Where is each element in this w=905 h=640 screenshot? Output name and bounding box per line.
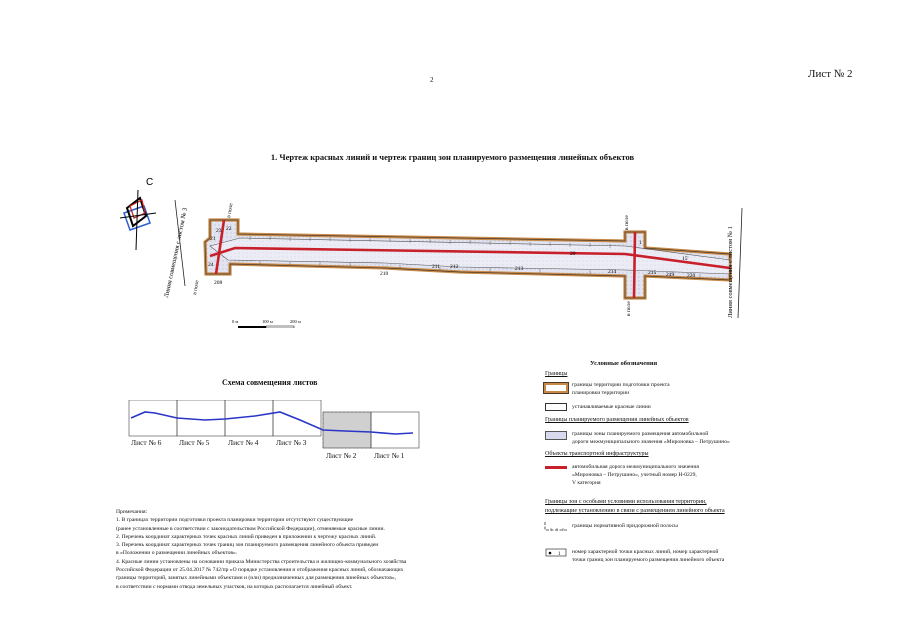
north-label: С xyxy=(146,177,154,188)
point-number: 210 xyxy=(380,271,389,277)
sheet-label: Лист № 1 xyxy=(374,451,405,460)
note-line: 4. Красные линии установлены на основании приказа Министерства строительства и жилищно-коммунального хозяйства xyxy=(116,558,407,565)
right-match-line xyxy=(738,208,742,318)
point-sample-number: 1 xyxy=(558,552,561,557)
legend-red-lines-text: устанавливаемые красные линии xyxy=(572,404,651,410)
point-number: 208 xyxy=(214,280,223,286)
territory-border-symbol xyxy=(544,383,568,393)
scheme-title: Схема совмещения листов xyxy=(222,378,318,387)
legend-territory-text: границы территории подготовки проекта xyxy=(572,382,670,388)
legend-roadside-text: границы нормативной придорожной полосы xyxy=(572,523,678,529)
point-number: 215 xyxy=(648,270,657,276)
sheet-number: Лист № 2 xyxy=(808,68,853,80)
point-number: 220 xyxy=(687,273,696,279)
field-label: в поле xyxy=(192,279,201,296)
scale-label: 0 м xyxy=(232,319,239,324)
scale-label: 100 м xyxy=(262,319,273,324)
note-line: Российской Федерации от 25.04.2017 № 742/пр «О порядке установления и отображения красных линий, обозначающих xyxy=(116,567,404,574)
note-line: 3. Перечень координат характерных точек границ зон планируемого размещения линейного объекта приведен xyxy=(116,542,379,549)
point-number: 15' xyxy=(682,256,689,262)
point-number: 1 xyxy=(639,240,642,246)
point-number-symbol xyxy=(545,547,569,559)
field-label: в поле xyxy=(624,215,630,230)
legend-zone-text: границы зоны планируемого размещения автомобильной xyxy=(572,431,709,437)
note-line: 1. В границах территории подготовки проекта планировки территории отсутствуют существующие xyxy=(116,517,354,524)
note-line: 2. Перечень координат характерных точек красных линий приведен в приложении к чертежу красных линий. xyxy=(116,533,377,540)
sheet-label: Лист № 2 xyxy=(326,451,357,460)
right-match-label: Линия совмещения с листом № 1 xyxy=(727,226,734,318)
legend-group-zones: Границы планируемого размещения линейных объектов xyxy=(545,417,689,423)
legend-group-special: Границы зон с особыми условиями использования территории, xyxy=(545,499,707,505)
zone-symbol xyxy=(545,431,567,440)
legend-zone-text: дороги межмуниципального значения «Мироновка – Петрушино» xyxy=(572,439,730,445)
field-label: в поле xyxy=(626,301,632,316)
point-number: 21 xyxy=(210,236,216,242)
left-match-label: Линия совмещения с листом № 3 xyxy=(163,207,190,299)
point-number: 219 xyxy=(666,272,675,278)
scale-bar xyxy=(232,319,301,328)
notes-heading: Примечания: xyxy=(116,509,148,515)
cross-road-right xyxy=(634,232,635,298)
sheet-label: Лист № 5 xyxy=(179,438,210,447)
legend-territory-text: планировки территории xyxy=(572,390,630,396)
point-number: 211 xyxy=(432,264,441,270)
point-number: 20 xyxy=(570,251,576,257)
point-number: 24 xyxy=(208,262,214,268)
page-title: 1. Чертеж красных линий и чертеж границ зон планируемого размещения линейных объектов xyxy=(270,152,635,162)
notes xyxy=(116,508,536,591)
legend-group-special: подлежащие установлению в связи с размещением линейного объекта xyxy=(545,508,725,514)
legend-point-text: номер характерной точки красных линий, номер характерной xyxy=(572,549,719,555)
point-number: 214 xyxy=(608,269,617,275)
field-label: в поле xyxy=(226,202,235,219)
legend-group-transport: Объекты транспортной инфраструктуры xyxy=(545,451,649,457)
legend-group-borders: Границы xyxy=(545,371,568,377)
point-number: 212 xyxy=(450,264,459,270)
red-lines-drawing xyxy=(110,168,770,328)
point-number: 23 xyxy=(216,228,222,234)
note-line: (ранее установленные в соответствии с законодательством Российской Федерации), отменяемые красные линии. xyxy=(116,525,385,532)
legend-road-text: «Мироновка – Петрушино», учетный номер Н-0229, xyxy=(572,472,697,478)
legend-road-text: автомобильная дорога межмуниципального значения xyxy=(572,464,699,470)
legend-road-text: V категория xyxy=(572,480,601,486)
legend-point-text: точки границ зон планируемого размещения линейного объекта xyxy=(572,557,725,563)
sheet-label: Лист № 4 xyxy=(228,438,259,447)
note-line: в «Положении о размещении линейных объектов». xyxy=(116,550,238,557)
north-arrow-icon xyxy=(120,190,156,250)
scale-label: 200 м xyxy=(290,319,301,324)
roadside-strip-symbol xyxy=(543,520,569,532)
point-number: 22 xyxy=(226,226,232,232)
sheet-label: Лист № 6 xyxy=(131,438,162,447)
legend-title: Условные обозначения xyxy=(590,360,658,367)
sheet-label: Лист № 3 xyxy=(276,438,307,447)
note-line: в соответствии с нормами отвода земельных участков, на которых располагается линейный объект. xyxy=(116,583,353,590)
point-number: 213 xyxy=(515,266,524,272)
page-number: 2 xyxy=(430,76,434,84)
red-line-symbol xyxy=(545,403,567,411)
note-line: границы территорий, занятых линейными объектами и (или) предназначенных для размещения линейных объектов», xyxy=(116,575,397,582)
road-symbol xyxy=(545,466,567,469)
